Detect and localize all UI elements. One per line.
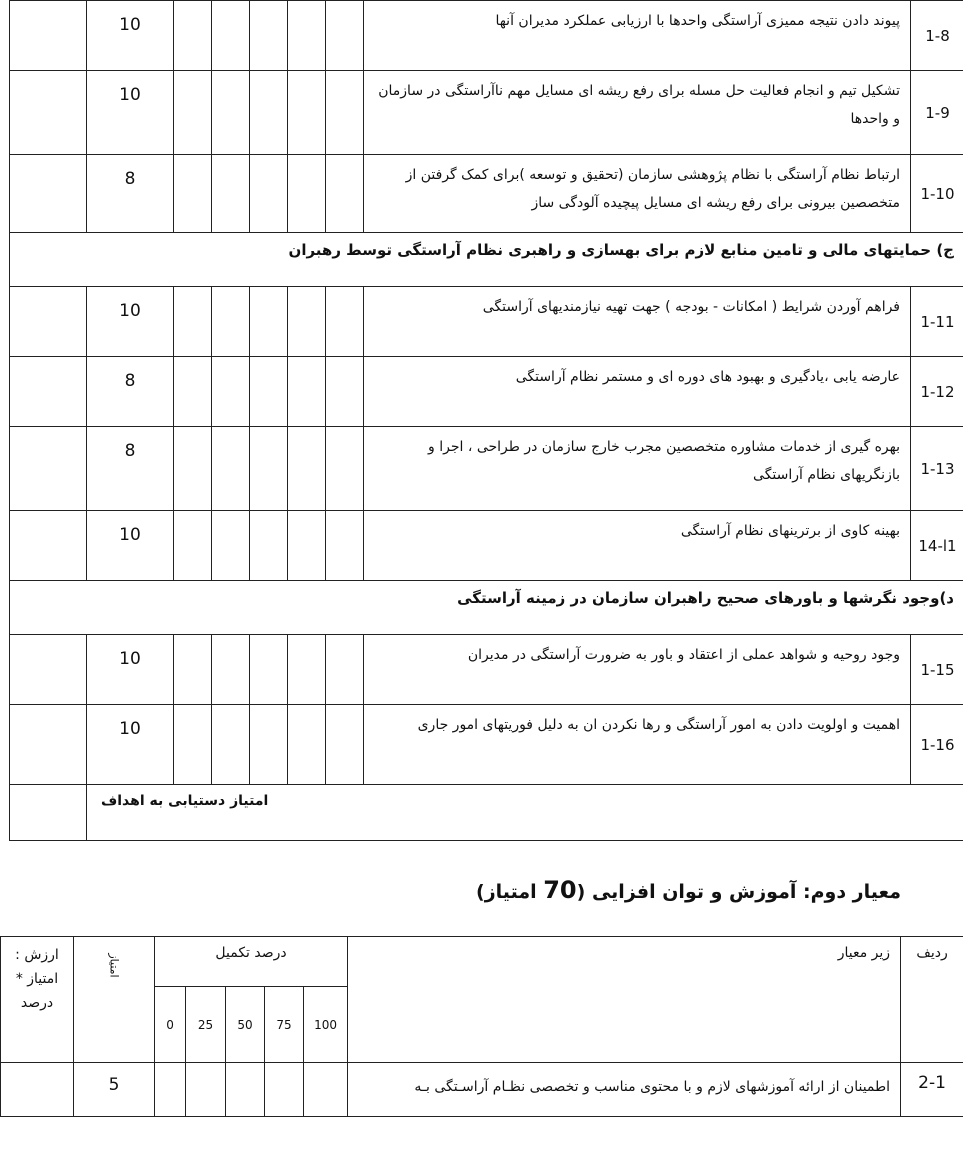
check-cell[interactable]: [174, 357, 212, 427]
row-description: عارضه یابی ،یادگیری و بهبود های دوره ای و مستمر نظام آراستگی: [364, 357, 911, 427]
value-cell[interactable]: [1, 1063, 74, 1117]
check-cell[interactable]: [326, 71, 364, 155]
row-description: پیوند دادن نتیجه ممیزی آراستگی واحدها با ارزیابی عملکرد مدیران آنها: [364, 1, 911, 71]
check-cell[interactable]: [186, 1063, 226, 1117]
check-cell[interactable]: [212, 635, 250, 705]
row-score: 8: [87, 357, 174, 427]
row-number: 1-11: [911, 287, 963, 357]
check-cell[interactable]: [288, 287, 326, 357]
row-description: وجود روحیه و شواهد عملی از اعتقاد و باور به ضرورت آراستگی در مدیران: [364, 635, 911, 705]
row-number: 1-15: [911, 635, 963, 705]
row-number: 1-12: [911, 357, 963, 427]
check-cell[interactable]: [288, 427, 326, 511]
check-cell[interactable]: [212, 71, 250, 155]
check-cell[interactable]: [212, 511, 250, 581]
row-description: فراهم آوردن شرایط ( امکانات - بودجه ) جهت تهیه نیازمندیهای آراستگی: [364, 287, 911, 357]
row-score: 8: [87, 155, 174, 233]
check-cell[interactable]: [212, 427, 250, 511]
check-cell[interactable]: [212, 1, 250, 71]
check-cell[interactable]: [250, 635, 288, 705]
row-number: 1-10: [911, 155, 963, 233]
check-cell[interactable]: [288, 357, 326, 427]
section-row: [10, 581, 963, 635]
row-header: ردیف: [901, 937, 963, 1063]
row-score: 10: [87, 1, 174, 71]
table-row: [10, 287, 963, 357]
row-description: اطمینان از ارائه آموزشهای لازم و با محتوی مناسب و تخصصی نظـام آراسـتگی بـه: [348, 1063, 901, 1117]
row-description: ارتباط نظام آراستگی با نظام پژوهشی سازمان (تحقیق و توسعه )برای کمک گرفتن از متخصصین بیرونی برای رفع ریشه ای مسایل پیچیده آلودگی ساز: [364, 155, 911, 233]
check-cell[interactable]: [250, 1, 288, 71]
check-cell[interactable]: [174, 155, 212, 233]
value-cell[interactable]: [10, 1, 87, 71]
value-header: ارزش : امتیاز * درصد: [1, 937, 74, 1063]
row-score: 5: [74, 1063, 155, 1117]
section-title: د)وجود نگرشها و باورهای صحیح راهبران سازمان در زمینه آراستگی: [10, 581, 963, 635]
row-score: 10: [87, 705, 174, 785]
value-cell[interactable]: [10, 71, 87, 155]
value-cell[interactable]: [10, 511, 87, 581]
check-cell[interactable]: [174, 427, 212, 511]
table-row: [10, 511, 963, 581]
check-cell[interactable]: [250, 71, 288, 155]
row-number: 1-9: [911, 71, 963, 155]
check-cell[interactable]: [288, 705, 326, 785]
check-cell[interactable]: [174, 705, 212, 785]
row-score: 10: [87, 635, 174, 705]
check-cell[interactable]: [212, 705, 250, 785]
row-number: 1-8: [911, 1, 963, 71]
total-label: امتیاز دستیابی به اهداف: [87, 785, 963, 841]
row-number: 14-l1: [911, 511, 963, 581]
check-cell[interactable]: [250, 511, 288, 581]
check-cell[interactable]: [288, 635, 326, 705]
section-row: [10, 233, 963, 287]
row-score: 8: [87, 427, 174, 511]
level-75: 75: [265, 987, 304, 1063]
criterion1-table: [9, 0, 963, 841]
check-cell[interactable]: [174, 511, 212, 581]
row-description: بهره گیری از خدمات مشاوره متخصصین مجرب خارج سازمان در طراحی ، اجرا و بازنگریهای نظام آراستگی: [364, 427, 911, 511]
table-row: [10, 1, 963, 71]
check-cell[interactable]: [326, 511, 364, 581]
row-description: بهینه کاوی از برترینهای نظام آراستگی: [364, 511, 911, 581]
row-score: 10: [87, 511, 174, 581]
check-cell[interactable]: [326, 635, 364, 705]
points-header: امتیاز: [74, 937, 155, 1063]
table-row: [10, 705, 963, 785]
criterion2-table: [0, 936, 963, 1117]
check-cell[interactable]: [212, 357, 250, 427]
row-description: تشکیل تیم و انجام فعالیت حل مسله برای رفع ریشه ای مسایل مهم ناآراستگی در سازمان و واحدها: [364, 71, 911, 155]
check-cell[interactable]: [304, 1063, 348, 1117]
total-row: [10, 785, 963, 841]
total-value-cell[interactable]: [10, 785, 87, 841]
criterion2-title: معیار دوم: آموزش و توان افزایی (70 امتیاز): [476, 876, 901, 904]
check-cell[interactable]: [174, 287, 212, 357]
table-row: [10, 155, 963, 233]
check-cell[interactable]: [288, 71, 326, 155]
check-cell[interactable]: [326, 705, 364, 785]
check-cell[interactable]: [212, 155, 250, 233]
check-cell[interactable]: [250, 155, 288, 233]
check-cell[interactable]: [326, 357, 364, 427]
level-100: 100: [304, 987, 348, 1063]
check-cell[interactable]: [250, 427, 288, 511]
value-cell[interactable]: [10, 705, 87, 785]
level-25: 25: [186, 987, 226, 1063]
check-cell[interactable]: [212, 287, 250, 357]
row-description: اهمیت و اولویت دادن به امور آراستگی و رها نکردن ان به دلیل فوریتهای امور جاری: [364, 705, 911, 785]
table-row: [10, 427, 963, 511]
value-cell[interactable]: [10, 635, 87, 705]
table-row: [10, 71, 963, 155]
check-cell[interactable]: [174, 71, 212, 155]
check-cell[interactable]: [288, 1, 326, 71]
value-cell[interactable]: [10, 427, 87, 511]
check-cell[interactable]: [326, 1, 364, 71]
check-cell[interactable]: [326, 427, 364, 511]
check-cell[interactable]: [250, 357, 288, 427]
table-row: [10, 635, 963, 705]
value-cell[interactable]: [10, 357, 87, 427]
row-number: 1-16: [911, 705, 963, 785]
check-cell[interactable]: [226, 1063, 265, 1117]
row-score: 10: [87, 71, 174, 155]
check-cell[interactable]: [174, 1, 212, 71]
level-50: 50: [226, 987, 265, 1063]
sub-criterion-header: زیر معیار: [348, 937, 901, 1063]
check-cell[interactable]: [326, 287, 364, 357]
row-number: 1-13: [911, 427, 963, 511]
table-row: [10, 357, 963, 427]
row-number: 2-1: [901, 1063, 963, 1117]
table-row: [1, 1063, 963, 1117]
check-cell[interactable]: [265, 1063, 304, 1117]
check-cell[interactable]: [288, 155, 326, 233]
value-cell[interactable]: [10, 155, 87, 233]
section-title: ج) حمایتهای مالی و تامین منابع لازم برای بهسازی و راهبری نظام آراستگی توسط رهبران: [10, 233, 963, 287]
check-cell[interactable]: [155, 1063, 186, 1117]
check-cell[interactable]: [250, 705, 288, 785]
row-score: 10: [87, 287, 174, 357]
level-0: 0: [155, 987, 186, 1063]
check-cell[interactable]: [250, 287, 288, 357]
check-cell[interactable]: [174, 635, 212, 705]
check-cell[interactable]: [326, 155, 364, 233]
completion-header: درصد تکمیل: [155, 937, 348, 987]
value-cell[interactable]: [10, 287, 87, 357]
check-cell[interactable]: [288, 511, 326, 581]
